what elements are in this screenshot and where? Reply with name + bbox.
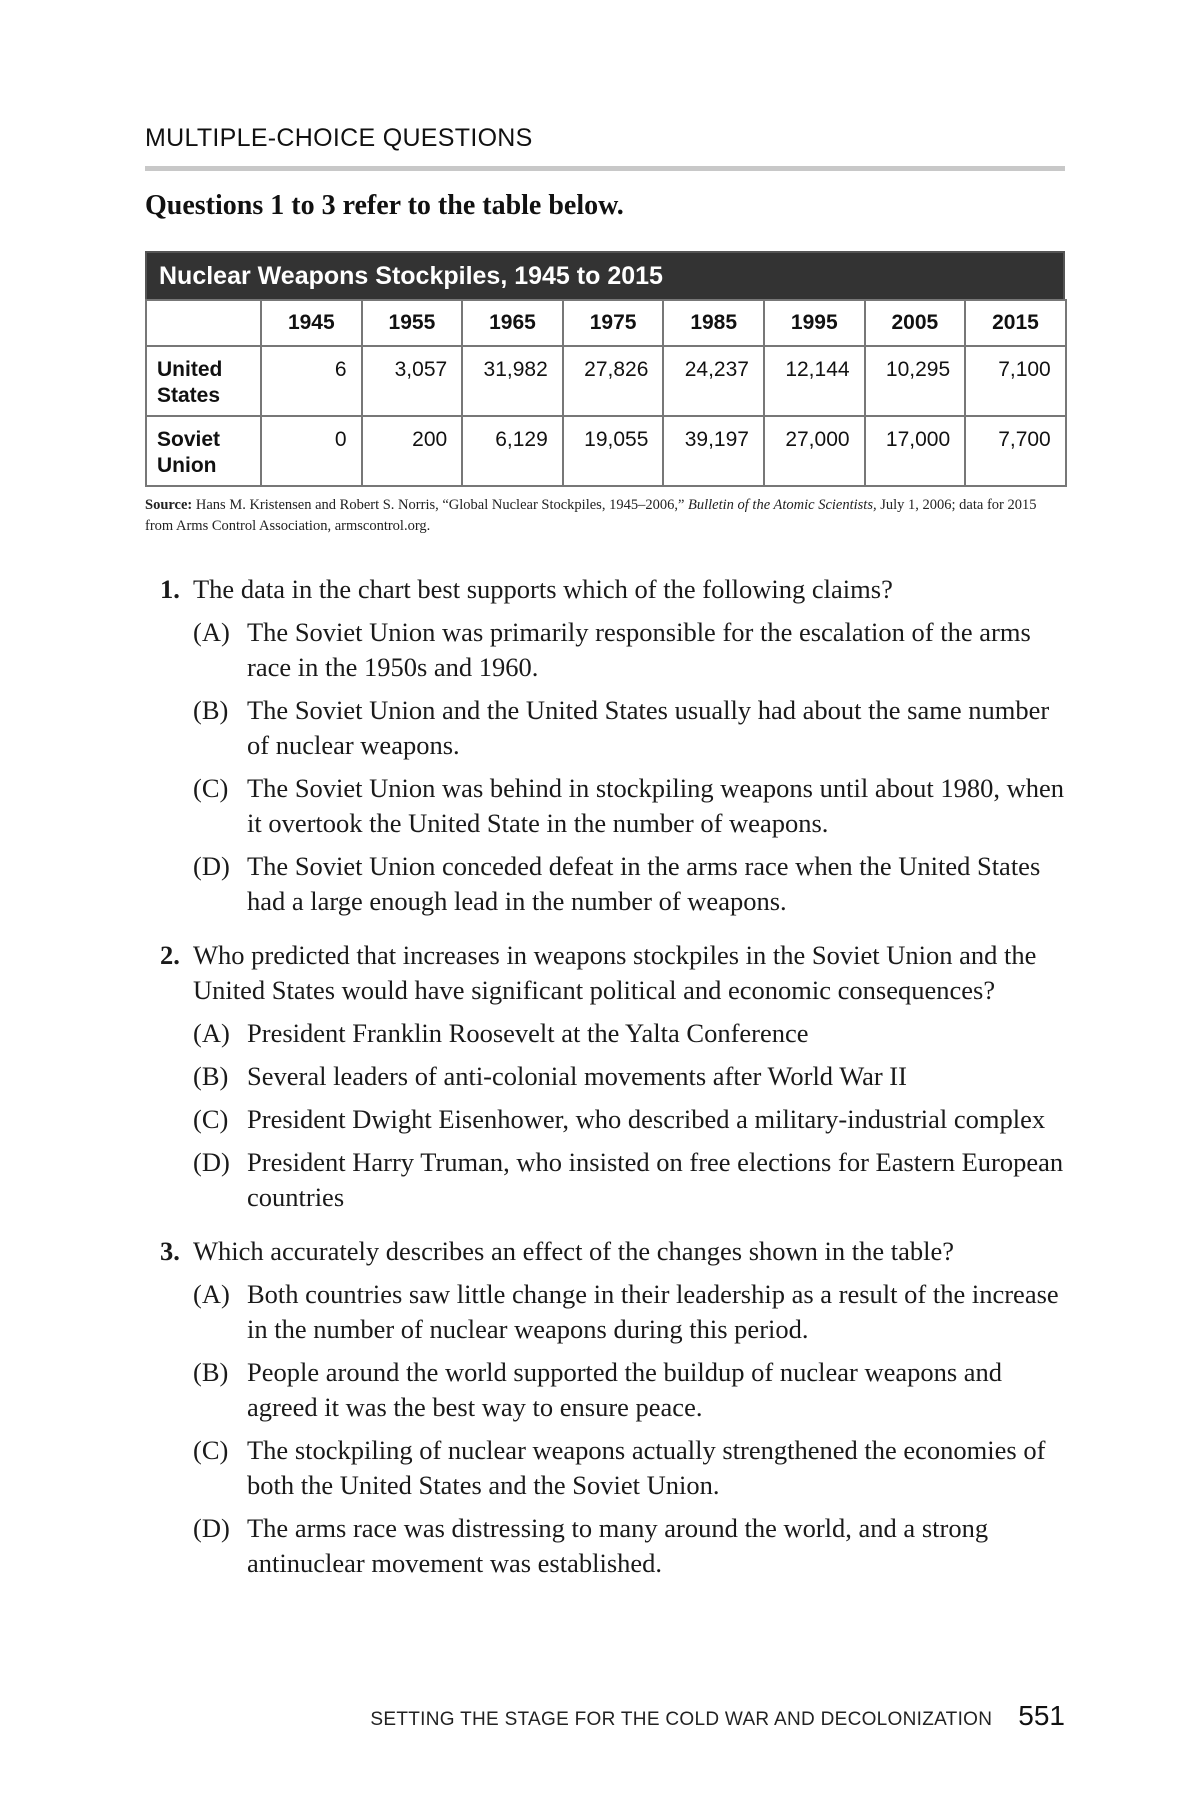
choice-text: The Soviet Union and the United States usually had about the same number of nuclear weapons. [247,695,1050,760]
year-header: 2015 [965,300,1066,346]
choice-letter: (A) [193,617,230,647]
year-header: 1995 [764,300,865,346]
stockpile-grid [145,299,1067,487]
source-label: Source: [145,497,193,513]
answer-choice-a [193,1277,1070,1347]
question-stem [160,1234,1070,1269]
table-cell: 7,100 [965,346,1066,416]
table-cell: 10,295 [865,346,966,416]
choice-text: Both countries saw little change in their leadership as a result of the increase in the number of nuclear weapons during this period. [247,1279,1059,1344]
question-3 [160,1234,1070,1581]
row-label-line: Soviet [157,428,221,451]
table-cell: 24,237 [663,346,764,416]
question-stem [160,572,1070,607]
table-cell: 17,000 [865,416,966,486]
question-number: 2. [160,940,180,970]
choice-letter: (A) [193,1018,230,1048]
row-label [146,346,261,416]
question-1 [160,572,1070,919]
question-number: 3. [160,1236,180,1266]
choice-text: The Soviet Union conceded defeat in the arms race when the United States had a large enough lead in the number of weapons. [247,851,1041,916]
answer-choice-a [193,615,1070,685]
page-footer [370,1700,1065,1732]
choice-letter: (A) [193,1279,230,1309]
source-journal: Bulletin of the Atomic Scientists, [688,497,877,513]
question-list [160,572,1070,1600]
table-cell: 27,826 [563,346,664,416]
corner-cell [146,300,261,346]
choice-letter: (C) [193,1435,229,1465]
row-label-line: Union [157,454,217,477]
questions-intro: Questions 1 to 3 refer to the table below. [145,190,624,221]
question-stem [160,938,1070,1008]
answer-choice-c [193,1102,1070,1137]
answer-choice-d [193,849,1070,919]
table-row-soviet-union [146,416,1066,486]
choice-text: Several leaders of anti-colonial movements after World War II [247,1061,907,1091]
table-cell: 12,144 [764,346,865,416]
answer-choice-c [193,1433,1070,1503]
year-header-row [146,300,1066,346]
year-header: 1985 [663,300,764,346]
answer-choice-c [193,771,1070,841]
choice-text: The Soviet Union was primarily responsible for the escalation of the arms race in the 1950s and 1960. [247,617,1031,682]
choice-letter: (D) [193,1147,230,1177]
choice-letter: (B) [193,1061,229,1091]
choice-text: President Harry Truman, who insisted on free elections for Eastern European countries [247,1147,1064,1212]
table-cell: 3,057 [362,346,463,416]
answer-choice-b [193,1355,1070,1425]
table-cell: 7,700 [965,416,1066,486]
choice-letter: (B) [193,1357,229,1387]
row-label [146,416,261,486]
year-header: 1945 [261,300,362,346]
table-row-united-states [146,346,1066,416]
row-label-line: States [157,384,221,407]
row-label-line: United [157,358,223,381]
table-cell: 27,000 [764,416,865,486]
table-cell: 39,197 [663,416,764,486]
table-title: Nuclear Weapons Stockpiles, 1945 to 2015 [145,251,1065,299]
choice-letter: (B) [193,695,229,725]
answer-choice-b [193,1059,1070,1094]
choice-letter: (C) [193,1104,229,1134]
choice-letter: (D) [193,1513,230,1543]
year-header: 2005 [865,300,966,346]
year-header: 1965 [462,300,563,346]
choice-letter: (D) [193,851,230,881]
answer-choice-a [193,1016,1070,1051]
question-number: 1. [160,574,180,604]
stockpile-table [145,251,1065,487]
choice-letter: (C) [193,773,229,803]
question-2 [160,938,1070,1215]
choice-text: President Dwight Eisenhower, who described a military-industrial complex [247,1104,1046,1134]
year-header: 1955 [362,300,463,346]
question-text: Who predicted that increases in weapons stockpiles in the Soviet Union and the United States would have significant political and economic consequences? [193,940,1037,1005]
source-text-continued: July 1, 2006; data for 2015 from Arms Control Association, armscontrol.org. [145,497,1037,534]
table-cell: 31,982 [462,346,563,416]
choice-text: The stockpiling of nuclear weapons actually strengthened the economies of both the United States and the Soviet Union. [247,1435,1046,1500]
table-cell: 6,129 [462,416,563,486]
running-head: SETTING THE STAGE FOR THE COLD WAR AND DECOLONIZATION [370,1709,993,1730]
answer-choice-b [193,693,1070,763]
heading-rule [145,166,1065,171]
year-header: 1975 [563,300,664,346]
answer-choice-d [193,1511,1070,1581]
choice-text: People around the world supported the buildup of nuclear weapons and agreed it was the best way to ensure peace. [247,1357,1003,1422]
question-text: Which accurately describes an effect of the changes shown in the table? [193,1236,955,1266]
question-text: The data in the chart best supports which of the following claims? [193,574,893,604]
table-source-note [145,495,1065,537]
table-cell: 19,055 [563,416,664,486]
source-text: Hans M. Kristensen and Robert S. Norris, “Global Nuclear Stockpiles, 1945–2006,” [195,497,685,513]
table-cell: 6 [261,346,362,416]
table-cell: 200 [362,416,463,486]
choice-text: The arms race was distressing to many around the world, and a strong antinuclear movement was established. [247,1513,989,1578]
page-number: 551 [1018,1700,1065,1731]
choice-text: The Soviet Union was behind in stockpiling weapons until about 1980, when it overtook the United State in the number of weapons. [247,773,1064,838]
section-heading: MULTIPLE-CHOICE QUESTIONS [145,124,533,152]
choice-text: President Franklin Roosevelt at the Yalta Conference [247,1018,809,1048]
table-cell: 0 [261,416,362,486]
answer-choice-d [193,1145,1070,1215]
